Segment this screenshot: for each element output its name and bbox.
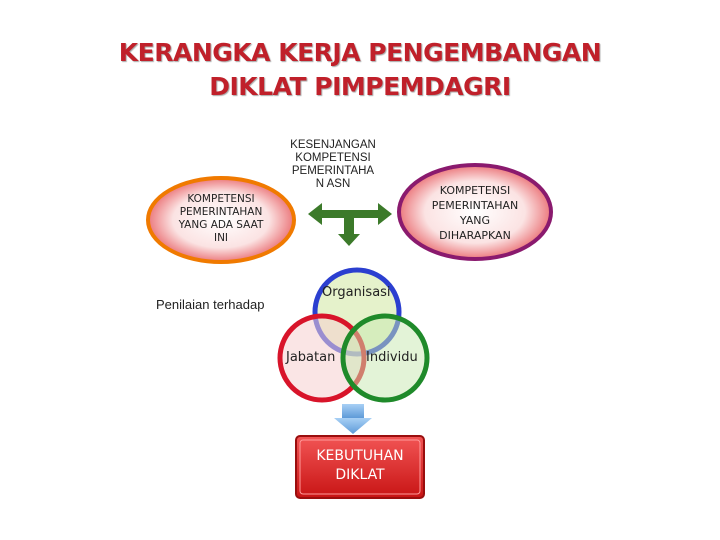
training-needs-line-2: DIKLAT xyxy=(335,467,385,483)
training-needs-line-1: KEBUTUHAN xyxy=(316,448,404,464)
gap-line-3: PEMERINTAHA xyxy=(291,165,375,177)
training-needs-label xyxy=(298,447,422,485)
expected-competency-line-3: YANG xyxy=(459,214,491,227)
organisasi-label: Organisasi xyxy=(322,285,391,300)
current-competency-line-2: PEMERINTAHAN xyxy=(179,206,263,218)
expected-competency-line-2: PEMERINTAHAN xyxy=(431,199,519,212)
assessment-label: Penilaian terhadap xyxy=(156,297,265,312)
gap-line-2: KOMPETENSI xyxy=(295,152,371,164)
current-competency-line-1: KOMPETENSI xyxy=(187,193,255,205)
gap-arrow-icon xyxy=(308,203,392,246)
expected-competency-line-4: DIHARAPKAN xyxy=(439,229,511,242)
expected-competency-line-1: KOMPETENSI xyxy=(439,184,511,197)
jabatan-label: Jabatan xyxy=(286,350,336,365)
down-arrow-icon xyxy=(334,404,372,434)
current-competency-line-3: YANG ADA SAAT xyxy=(178,219,264,231)
gap-line-1: KESENJANGAN xyxy=(290,139,376,151)
current-competency-label xyxy=(166,193,276,245)
title-line-2: DIKLAT PIMPEMDAGRI xyxy=(209,72,511,101)
gap-line-4: N ASN xyxy=(315,178,351,190)
title-line-1: KERANGKA KERJA PENGEMBANGAN xyxy=(118,38,602,67)
individu-label: Individu xyxy=(366,350,418,365)
expected-competency-label xyxy=(415,183,535,243)
current-competency-line-4: INI xyxy=(213,232,229,244)
gap-label xyxy=(288,139,378,191)
